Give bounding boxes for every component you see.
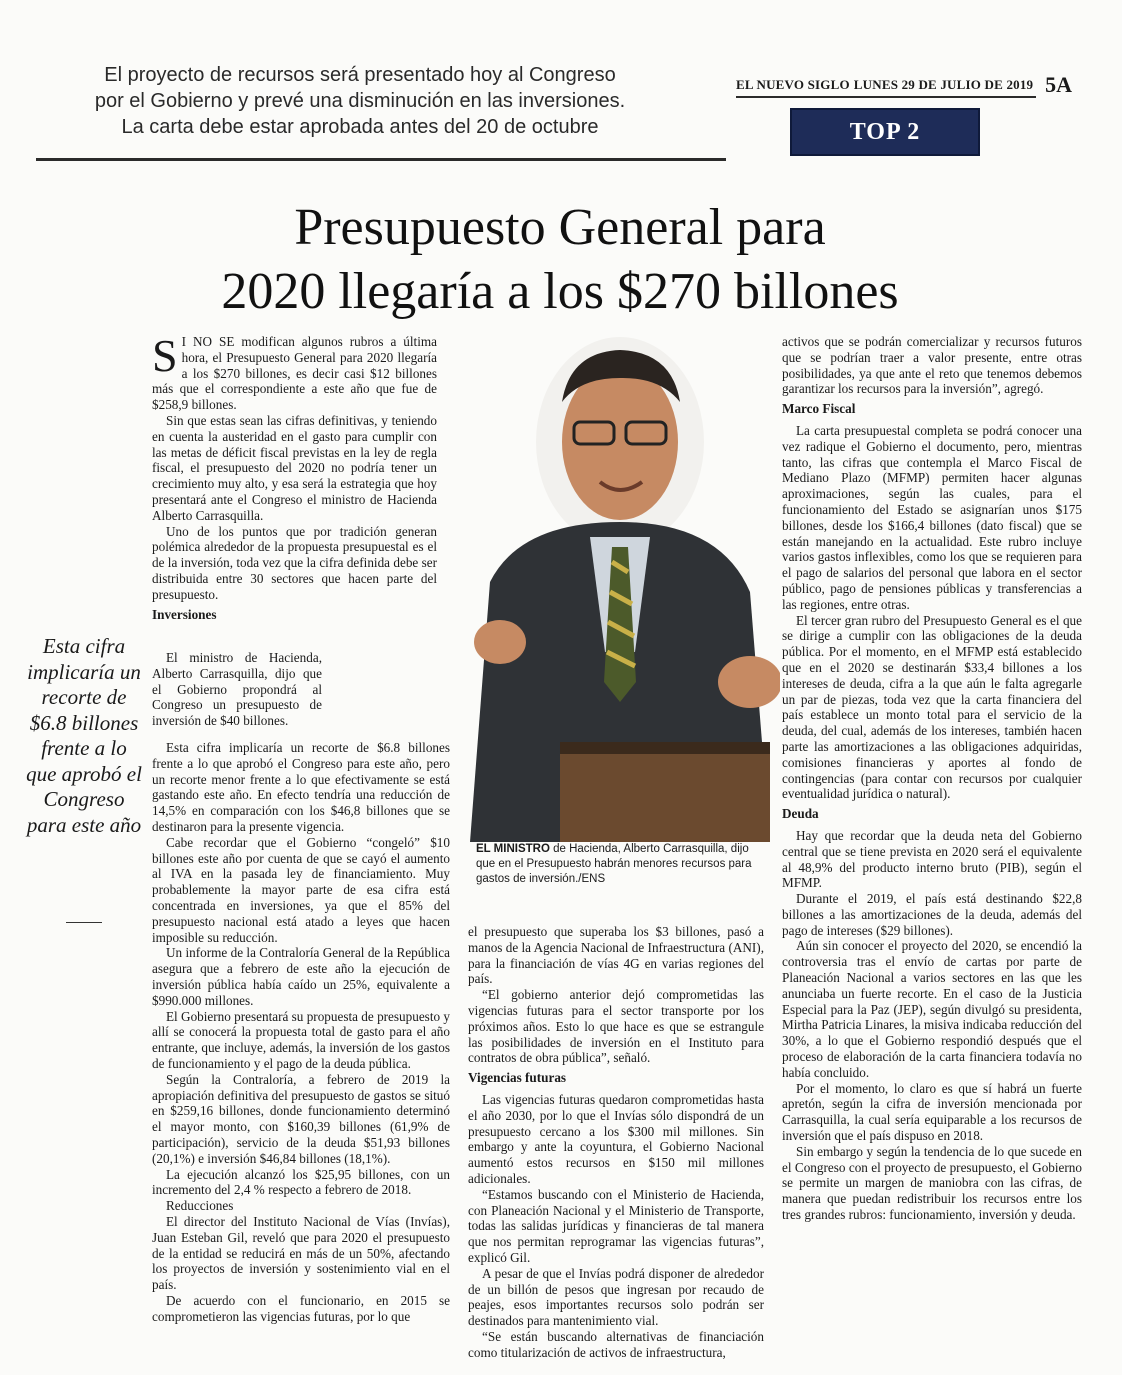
subheading: Vigencias futuras bbox=[468, 1070, 567, 1086]
subheading: Inversiones bbox=[152, 606, 217, 622]
paragraph: “El gobierno anterior dejó comprometidas las vigencias futuras para el sector transporte por los próximos años. Esto lo que hace es que se estrangule las posibilidades de inversión en el Instituto para contratos de obra pública”, señaló. bbox=[468, 987, 764, 1066]
headline-line: 2020 llegaría a los $270 billones bbox=[221, 263, 899, 320]
paragraph: Esta cifra implicaría un recorte de $6.8 billones frente a lo que aprobó el Congreso para este año, pero un recorte menor frente a lo que efectivamente se está gastando este año. En efecto tendría una reducción de 14,5% en comparación con los $46,8 billones que se destinaron para la presente vigencia. bbox=[152, 740, 450, 834]
paragraph: El Gobierno presentará su propuesta de presupuesto y allí se conocerá la propuesta total de gasto para el año entrante, que incluye, además, la inversión de los gastos de funcionamiento y el pago de la deuda pública. bbox=[152, 1008, 450, 1071]
article-column-3 bbox=[782, 334, 1082, 1223]
paragraph: El director del Instituto Nacional de Vías (Invías), Juan Esteban Gil, reveló que para 2020 el presupuesto de la entidad se reducirá en más de un 50%, afectando los proyectos de inversión y sostenimiento vial en el país. bbox=[152, 1213, 450, 1293]
masthead-divider bbox=[736, 96, 1036, 98]
caption-lead: EL MINISTRO bbox=[476, 843, 550, 855]
article-column-1-bottom bbox=[152, 740, 450, 1324]
paragraph: el presupuesto que superaba los $3 billones, pasó a manos de la Agencia Nacional de Infraestructura (ANI), para la financiación de vías 4G en varias regiones del país. bbox=[468, 924, 764, 987]
masthead bbox=[736, 72, 1076, 98]
publication-name: EL NUEVO SIGLO bbox=[736, 77, 850, 92]
headline bbox=[120, 196, 1000, 324]
deck-divider bbox=[36, 158, 726, 161]
paragraph: Según la Contraloría, a febrero de 2019 la apropiación definitiva del presupuesto de gastos se situó en $259,16 billones, donde funcionamiento determinó el mayor monto, con $160,39 billones (61,9% de participación), servicio de la deuda $51,93 billones (20,1%) e inversión $46,84 billones (18,1%). bbox=[152, 1071, 450, 1166]
pull-quote: Esta cifra implicaría un recorte de $6.8 billones frente a lo que aprobó el Congreso para este año bbox=[26, 634, 142, 837]
paragraph: Cabe recordar que el Gobierno “congeló” $10 billones este año por cuenta de que se cayó el aumento al IVA en la pasada ley de financiamiento. Muy probablemente la mayor parte de esa cifra está concentrada en inversiones, ya que el 85% del presupuesto nacional está atado a leyes que hacen imposible su reducción. bbox=[152, 834, 450, 945]
paragraph: I NO SE modifican algunos rubros a última hora, el Presupuesto General para 2020 llegaría a los $270 billones, es decir casi $12 billones más que el correspondiente a este año que fue de $258,9 billones. bbox=[152, 334, 437, 413]
paragraph: La carta presupuestal completa se podrá conocer una vez radique el Gobierno el documento, pero, mientras tanto, las cifras que contempla el Marco Fiscal de Mediano Plazo (MFMP) permiten hacer algunas aproximaciones, según las cuales, para el funcionamiento del Estado se asignarían unos $175 billones, desde los $166,4 billones (dato fiscal) que se están manejando en la actualidad. Este rubro incluye varios gastos inflexibles, como los que se requieren para el pago de salarios del personal que labora en el sector público, pago de pensiones públicas y transferencias a las regiones, entre otras. bbox=[782, 422, 1082, 612]
paragraph: El tercer gran rubro del Presupuesto General es el que se dirige a cumplir con las obligaciones de la deuda pública. Por el momento, en el MFMP está establecido que en el 2020 se destinarán $33,4 billones a los intereses de deuda, cifra a la que aún le falta agregarle un par de piezas, toda vez que la carta financiera del país establece un monto total para el servicio de la deuda, del cual, además de los intereses, también hacen parte las amortizaciones a las obligaciones adquiridas, comisiones financieras y aportes al fondo de contingencias (para contar con recursos por cualquier eventualidad jurídica o natural). bbox=[782, 612, 1082, 802]
page-number: 5A bbox=[1045, 72, 1072, 97]
drop-cap: S bbox=[152, 330, 178, 381]
paragraph: Reducciones bbox=[166, 1198, 234, 1214]
subheading: Marco Fiscal bbox=[782, 401, 856, 417]
paragraph: Por el momento, lo claro es que sí habrá un fuerte apretón, según la cifra de inversión mencionada por Carrasquilla, la cual sería equiparable a los recursos de inversión que el país dispuso en 2018. bbox=[782, 1080, 1082, 1144]
photo-illustration bbox=[450, 322, 780, 842]
article-column-1-mid bbox=[152, 650, 322, 729]
deck-line: por el Gobierno y prevé una disminución en las inversiones. bbox=[94, 90, 626, 112]
paragraph: El ministro de Hacienda, Alberto Carrasquilla, dijo que el Gobierno propondrá al Congreso un presupuesto de inversión de $40 billones. bbox=[152, 650, 322, 729]
paragraph: Sin embargo y según la tendencia de lo que sucede en el Congreso con el proyecto de presupuesto, el Gobierno se permite un margen de maniobra con las cifras, de manera que puedan redistribuir los recursos entre los tres grandes rubros: funcionamiento, inversión y deuda. bbox=[782, 1143, 1082, 1223]
paragraph: Sin que estas sean las cifras definitivas, y teniendo en cuenta la austeridad en el gasto para cumplir con las metas de déficit fiscal previstas en la ley de regla fiscal, el presupuesto del 2020 no podría tener un crecimiento muy alto, y esa será la estrategia que hoy presentará ante el Congreso el ministro de Hacienda Alberto Carrasquilla. bbox=[152, 412, 437, 523]
pull-quote-rule bbox=[66, 922, 102, 923]
section-badge: TOP 2 bbox=[790, 108, 980, 156]
paragraph: Hay que recordar que la deuda neta del Gobierno central que se tiene prevista en 2020 será el equivalente al 48,9% del producto interno bruto (PIB), según el MFMP. bbox=[782, 827, 1082, 891]
paragraph: Las vigencias futuras quedaron comprometidas hasta el año 2030, por lo que el Invías sólo dispondrá de un presupuesto cercano a los $300 mil millones. Sin embargo y ante la coyuntura, el Gobierno Nacional aumentó estos recursos en $150 mil millones adicionales. bbox=[468, 1091, 764, 1186]
photo-caption bbox=[476, 842, 766, 887]
paragraph: De acuerdo con el funcionario, en 2015 se comprometieron las vigencias futuras, por lo que bbox=[152, 1292, 450, 1324]
paragraph: “Estamos buscando con el Ministerio de Hacienda, con Planeación Nacional y el Ministerio de Transporte, todas las salidas jurídicas y financieras de tal manera que nos permitan reprogramar las vigencias futuras”, explicó Gil. bbox=[468, 1186, 764, 1265]
caption-text: de Hacienda, Alberto Carrasquilla, dijo que en el Presupuesto habrán menores recursos para gastos de inversión./ENS bbox=[476, 843, 752, 885]
subheading: Deuda bbox=[782, 806, 819, 822]
article-deck bbox=[40, 62, 680, 140]
minister-photo bbox=[450, 322, 780, 842]
deck-line: El proyecto de recursos será presentado hoy al Congreso bbox=[104, 64, 616, 86]
paragraph: Un informe de la Contraloría General de la República asegura que a febrero de este año la ejecución de inversión pública había caído un 25%, equivalente a $990.000 millones. bbox=[152, 945, 450, 1008]
paragraph: La ejecución alcanzó los $25,95 billones, con un incremento del 2,4 % respecto a febrero de 2018. bbox=[152, 1166, 450, 1198]
paragraph: A pesar de que el Invías podrá disponer de alrededor de un billón de pesos que ingresan por recaudo de peajes, esos importantes recursos solo podrán ser destinados para mantenimiento vial. bbox=[468, 1265, 764, 1329]
paragraph: Durante el 2019, el país está destinando $22,8 billones a las amortizaciones de la deuda, además del pago de intereses ($29 billones). bbox=[782, 891, 1082, 938]
headline-line: Presupuesto General para bbox=[294, 199, 826, 256]
article-column-2 bbox=[468, 924, 764, 1361]
paragraph: “Se están buscando alternativas de financiación como titularización de activos de infraestructura, bbox=[468, 1328, 764, 1360]
deck-line: La carta debe estar aprobada antes del 20 de octubre bbox=[121, 116, 599, 138]
publication-date: LUNES 29 DE JULIO DE 2019 bbox=[853, 77, 1034, 92]
paragraph: activos que se podrán comercializar y recursos futuros que se podrían traer a valor presente, entre otras posibilidades, ya que ante el reto que tenemos debemos garantizar los recursos para la inversión”, agregó. bbox=[782, 334, 1082, 397]
article-column-1-top bbox=[152, 330, 437, 628]
paragraph: Uno de los puntos que por tradición generan polémica alrededor de la propuesta presupuestal es el de la inversión, toda vez que la cifra definida debe ser distribuida entre 30 sectores que hacen parte del presupuesto. bbox=[152, 523, 437, 602]
paragraph: Aún sin conocer el proyecto del 2020, se encendió la controversia tras el envío de cartas por parte de Planeación Nacional a varios sectores en las que les anunciaba un fuerte recorte. En el caso de la Justicia Especial para la Paz (JEP), según divulgó su presidenta, Mirtha Patricia Linares, la misiva indicaba reducción del 30%, a lo que el Gobierno respondió después que el proceso de elaboración de la carta financiera todavía no había concluido. bbox=[782, 938, 1082, 1080]
